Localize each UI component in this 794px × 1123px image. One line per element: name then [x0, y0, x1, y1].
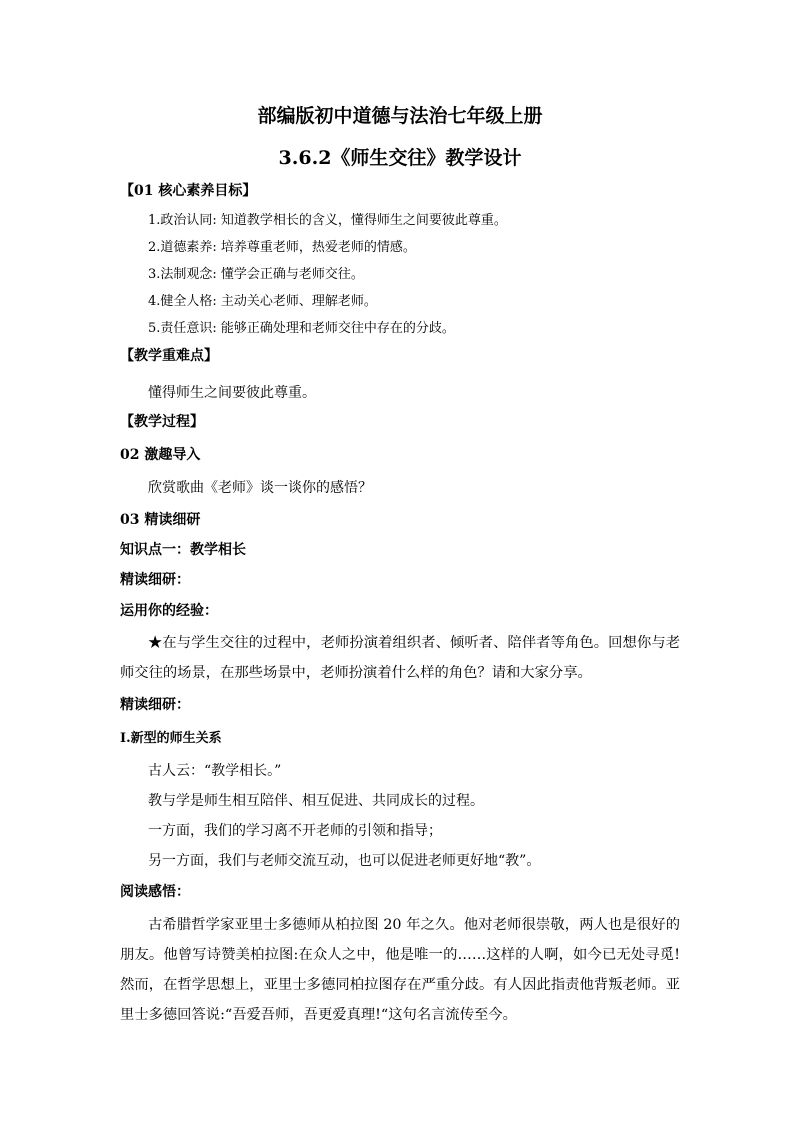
study-heading: 03 精读细研 [120, 512, 201, 528]
relation-line: 一方面，我们的学习离不开老师的引领和指导； [148, 823, 442, 839]
section-heading-key-points: 【教学重难点】 [120, 348, 218, 364]
new-relation-heading: Ⅰ.新型的师生关系 [120, 731, 222, 746]
relation-line: 教与学是师生相互陪伴、相互促进、共同成长的过程。 [148, 793, 484, 809]
knowledge-point-heading: 知识点一：教学相长 [120, 542, 246, 558]
section-heading-process: 【教学过程】 [120, 414, 204, 430]
relation-line: 另一方面，我们与老师交流互动，也可以促进老师更好地“教”。 [148, 853, 541, 869]
goal-item: 3.法制观念: 懂学会正确与老师交往。 [148, 267, 364, 282]
goal-item: 1.政治认同: 知道教学相长的含义，懂得师生之间要彼此尊重。 [148, 213, 507, 228]
goal-item: 4.健全人格: 主动关心老师、理解老师。 [148, 294, 377, 309]
document-title: 部编版初中道德与法治七年级上册 [257, 105, 543, 127]
experience-heading: 运用你的经验： [120, 603, 218, 619]
intro-heading: 02 激趣导入 [120, 447, 201, 463]
key-point-text: 懂得师生之间要彼此尊重。 [148, 385, 316, 401]
reading-paragraph: 古希腊哲学家亚里士多德师从柏拉图 20 年之久。他对老师很崇敬，两人也是很好的朋友。他曾写诗赞美柏拉图:在众人之中，他是唯一的……这样的人啊，如今已无处寻觅!然而，在哲学思想上，亚里士多德同柏拉图存在严重分歧。有人因此指责他背叛老师。亚里士多德回答说:“吾爱吾师，吾更爱真理!“这句名言流传至今。 [120, 917, 680, 1023]
relation-line: 古人云：“教学相长。” [148, 763, 282, 779]
section-heading-goals: 【01 核心素养目标】 [120, 183, 257, 199]
goal-item: 2.道德素养: 培养尊重老师，热爱老师的情感。 [148, 240, 416, 255]
goal-item: 5.责任意识: 能够正确处理和老师交往中存在的分歧。 [148, 321, 455, 336]
intro-text: 欣赏歌曲《老师》谈一谈你的感悟？ [148, 480, 372, 496]
study-label: 精读细研： [120, 572, 190, 588]
document-subtitle: 3.6.2《师生交往》教学设计 [278, 147, 522, 169]
experience-paragraph: ★在与学生交往的过程中，老师扮演着组织者、倾听者、陪伴者等角色。回想你与老师交往的场景，在那些场景中，老师扮演着什么样的角色？请和大家分享。 [120, 635, 680, 681]
study-label: 精读细研： [120, 697, 190, 713]
reading-heading: 阅读感悟： [120, 884, 190, 900]
